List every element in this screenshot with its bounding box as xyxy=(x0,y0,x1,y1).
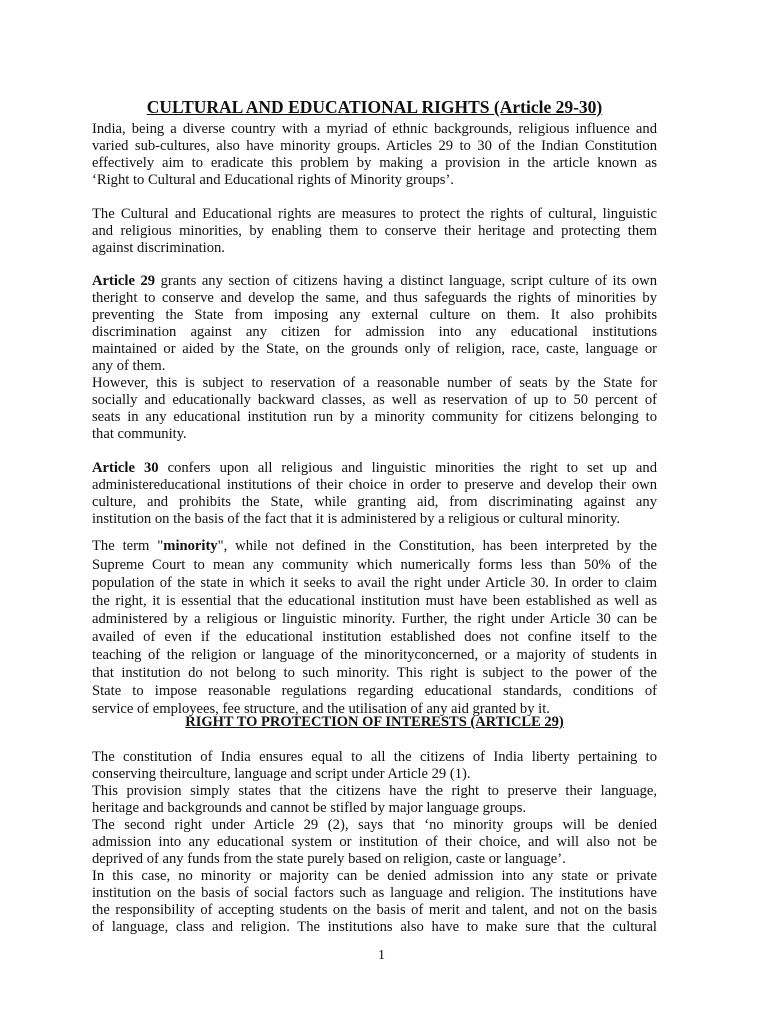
text-line: service of employees, fee structure, and the utilisation of any aid granted by it. xyxy=(92,701,550,717)
paragraph-definition xyxy=(92,206,657,257)
paragraph-minority xyxy=(92,538,657,718)
text-line: admission into any educational system or institution of their choice, and will also not be xyxy=(92,834,657,850)
text-line: availed of even if the educational institution established does not confine itself to the xyxy=(92,629,657,645)
article-29-label: Article 29 xyxy=(92,273,156,289)
paragraph-intro xyxy=(92,121,657,189)
paragraph-article-30 xyxy=(92,460,657,528)
paragraph-reservation xyxy=(92,375,657,443)
text-line: heritage and backgrounds and cannot be stifled by major language groups. xyxy=(92,800,527,816)
text-line: culture, and prohibits the State, while granting aid, from discriminating against any xyxy=(92,494,657,510)
text-line: deprived of any funds from the state purely based on religion, caste or language’. xyxy=(92,851,566,867)
text-line: This provision simply states that the citizens have the right to preserve their language, xyxy=(92,783,657,799)
text-line: any of them. xyxy=(92,358,166,374)
text-line: population of the state in which it seeks to avail the right under Article 30. In order to claim xyxy=(92,575,657,591)
text-line: the right, it is essential that the educational institution must have been established as well as xyxy=(92,593,657,609)
line-text: confers upon all religious and linguistic minorities the right to set up and xyxy=(158,460,657,476)
paragraph-protection xyxy=(92,749,657,936)
text-line: institution on the basis of the fact that it is administered by a religious or cultural minority. xyxy=(92,511,620,527)
text-line: teaching of the religion or language of the minorityconcerned, or a majority of students in xyxy=(92,647,657,663)
text-line: effectively aim to eradicate this problem by making a provision in the article known as xyxy=(92,155,657,171)
paragraph-lines xyxy=(92,477,657,528)
text-line: socially and educationally backward classes, as well as reservation of up to 50 percent of xyxy=(92,392,657,408)
text-line: administered by a religious or linguistic minority. Further, the right under Article 30 can be xyxy=(92,611,657,627)
text-line: maintained or aided by the State, on the grounds only of religion, race, caste, language or xyxy=(92,341,657,357)
text-line: theright to conserve and develop the same, and thus safeguards the rights of minorities by xyxy=(92,290,657,306)
text-line: varied sub-cultures, also have minority groups. Articles 29 to 30 of the Indian Constitution xyxy=(92,138,657,154)
text-line xyxy=(92,538,657,556)
text-line: The constitution of India ensures equal to all the citizens of India liberty pertaining to xyxy=(92,749,657,765)
page-title xyxy=(92,96,657,118)
text-line: that institution do not belong to such minority. This right is subject to the power of the xyxy=(92,665,657,681)
text-line: discrimination against any citizen for admission into any educational institutions xyxy=(92,324,657,340)
paragraph-lines xyxy=(92,556,657,718)
paragraph-lines xyxy=(92,290,657,375)
minority-term: minority xyxy=(163,538,218,554)
text-line xyxy=(92,460,657,477)
text-line: seats in any educational institution run by a minority community for citizens belonging to xyxy=(92,409,657,425)
text-line: that community. xyxy=(92,426,187,442)
text-line: of language, class and religion. The institutions also have to make sure that the cultural xyxy=(92,919,657,935)
paragraph-article-29 xyxy=(92,273,657,375)
text-line: India, being a diverse country with a myriad of ethnic backgrounds, religious influence and xyxy=(92,121,657,137)
title-text: CULTURAL AND EDUCATIONAL RIGHTS (Article 29-30) xyxy=(146,97,603,117)
text-line: against discrimination. xyxy=(92,240,225,256)
page-number: 1 xyxy=(378,948,385,963)
text-line: In this case, no minority or majority can be denied admission into any state or private xyxy=(92,868,657,884)
text-line: The second right under Article 29 (2), says that ‘no minority groups will be denied xyxy=(92,817,657,833)
line-text: grants any section of citizens having a distinct language, script culture of its own xyxy=(155,273,657,289)
text-line: administereducational institutions of their choice in order to preserve and develop their own xyxy=(92,477,657,493)
section-heading: RIGHT TO PROTECTION OF INTERESTS (ARTICLE 29) xyxy=(185,714,564,730)
text-line: However, this is subject to reservation of a reasonable number of seats by the State for xyxy=(92,375,657,391)
text-line: ‘Right to Cultural and Educational rights of Minority groups’. xyxy=(92,172,454,188)
text-line: and religious minorities, by enabling them to conserve their heritage and protecting them xyxy=(92,223,657,239)
text-line: the responsibility of accepting students on the basis of merit and talent, and not on the basis xyxy=(92,902,657,918)
text-line: institution on the basis of social factors such as language and religion. The institutions have xyxy=(92,885,657,901)
line-text: The term " xyxy=(92,538,164,554)
text-line: The Cultural and Educational rights are measures to protect the rights of cultural, linguistic xyxy=(92,206,657,222)
text-line xyxy=(92,273,657,290)
line-text: ", while not defined in the Constitution, has been interpreted by the xyxy=(217,538,658,554)
text-line: State to impose reasonable regulations regarding educational standards, conditions of xyxy=(92,683,657,699)
article-30-label: Article 30 xyxy=(92,460,159,476)
text-line: conserving theirculture, language and script under Article 29 (1). xyxy=(92,766,471,782)
text-line: Supreme Court to mean any community which numerically forms less than 50% of the xyxy=(92,557,657,573)
text-line: preventing the State from imposing any external culture on them. It also prohibits xyxy=(92,307,657,323)
